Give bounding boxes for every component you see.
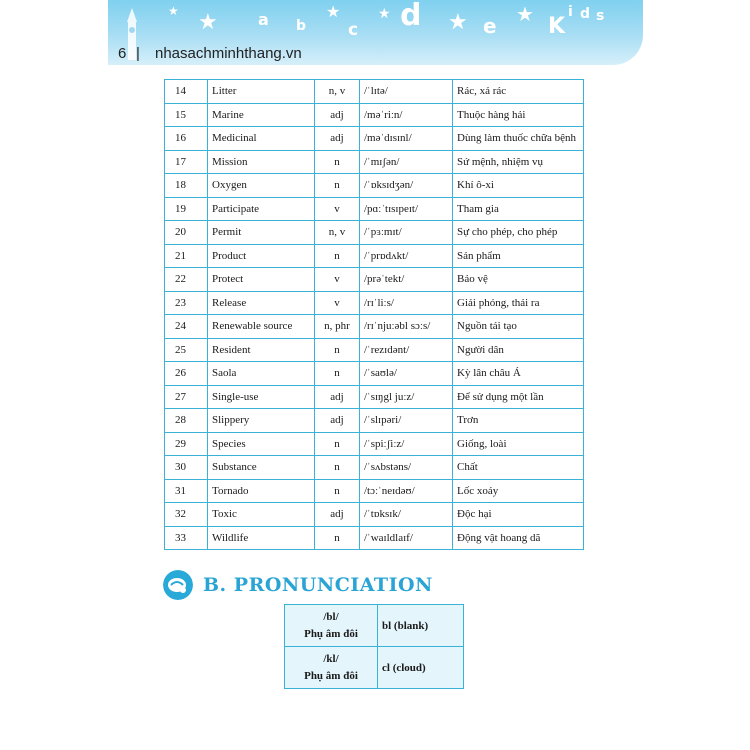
vocab-ipa: /rɪˈnjuːəbl sɔːs/ xyxy=(360,315,453,339)
vocab-num: 22 xyxy=(165,268,208,292)
vocab-word: Mission xyxy=(208,150,315,174)
star-icon: ★ xyxy=(448,10,468,35)
table-row xyxy=(165,221,584,245)
vocab-pos: n, phr xyxy=(315,315,360,339)
vocab-pos: n xyxy=(315,338,360,362)
vocabulary-table xyxy=(164,79,584,550)
deco-letter: b xyxy=(296,18,307,34)
pron-example: cl (cloud) xyxy=(378,647,464,689)
deco-letter: c xyxy=(348,20,359,40)
vocab-meaning: Sản phẩm xyxy=(453,244,584,268)
vocab-ipa: /pɑːˈtɪsɪpeɪt/ xyxy=(360,197,453,221)
vocab-ipa: /ˈlɪtə/ xyxy=(360,80,453,104)
deco-letter: K xyxy=(548,14,566,39)
pron-symbol: /kl/ xyxy=(323,652,339,665)
table-row xyxy=(165,150,584,174)
vocab-num: 24 xyxy=(165,315,208,339)
pron-example: bl (blank) xyxy=(378,605,464,647)
table-row xyxy=(165,268,584,292)
vocab-pos: n xyxy=(315,174,360,198)
table-row xyxy=(165,338,584,362)
table-row xyxy=(165,315,584,339)
vocab-pos: v xyxy=(315,197,360,221)
table-row xyxy=(165,479,584,503)
vocab-pos: n xyxy=(315,456,360,480)
star-icon: ★ xyxy=(516,2,534,26)
pron-symbol-cell xyxy=(285,605,378,647)
header-separator: | xyxy=(136,45,140,62)
vocab-ipa: /ˈɒksɪdʒən/ xyxy=(360,174,453,198)
vocab-num: 20 xyxy=(165,221,208,245)
vocab-word: Toxic xyxy=(208,503,315,527)
vocab-ipa: /ˈsʌbstəns/ xyxy=(360,456,453,480)
table-row xyxy=(165,526,584,550)
vocab-meaning: Động vật hoang dã xyxy=(453,526,584,550)
vocab-num: 30 xyxy=(165,456,208,480)
table-row xyxy=(165,385,584,409)
vocab-word: Marine xyxy=(208,103,315,127)
vocab-meaning: Trơn xyxy=(453,409,584,433)
table-row xyxy=(165,409,584,433)
vocab-num: 19 xyxy=(165,197,208,221)
vocab-word: Protect xyxy=(208,268,315,292)
vocab-meaning: Thuộc hàng hải xyxy=(453,103,584,127)
table-row xyxy=(285,647,464,689)
vocab-pos: v xyxy=(315,268,360,292)
vocab-meaning: Dùng làm thuốc chữa bệnh xyxy=(453,127,584,151)
vocab-meaning: Giải phóng, thải ra xyxy=(453,291,584,315)
vocab-meaning: Sứ mệnh, nhiệm vụ xyxy=(453,150,584,174)
vocab-ipa: /məˈriːn/ xyxy=(360,103,453,127)
vocab-ipa: /ˈmɪʃən/ xyxy=(360,150,453,174)
star-icon: ★ xyxy=(198,10,218,35)
table-row xyxy=(165,174,584,198)
deco-letter: s xyxy=(596,8,605,24)
star-icon: ★ xyxy=(378,6,391,22)
vocab-word: Participate xyxy=(208,197,315,221)
vocab-word: Tornado xyxy=(208,479,315,503)
vocab-word: Saola xyxy=(208,362,315,386)
vocab-pos: n xyxy=(315,432,360,456)
vocab-meaning: Người dân xyxy=(453,338,584,362)
vocab-pos: n xyxy=(315,362,360,386)
vocab-word: Resident xyxy=(208,338,315,362)
vocab-meaning: Độc hại xyxy=(453,503,584,527)
vocab-meaning: Bảo vệ xyxy=(453,268,584,292)
vocab-meaning: Kỳ lân châu Á xyxy=(453,362,584,386)
vocab-meaning: Giống, loài xyxy=(453,432,584,456)
vocab-meaning: Nguồn tái tạo xyxy=(453,315,584,339)
vocab-num: 23 xyxy=(165,291,208,315)
vocab-pos: n, v xyxy=(315,221,360,245)
vocab-meaning: Khí ô-xi xyxy=(453,174,584,198)
vocab-meaning: Sự cho phép, cho phép xyxy=(453,221,584,245)
vocab-word: Wildlife xyxy=(208,526,315,550)
vocab-meaning: Để sử dụng một lần xyxy=(453,385,584,409)
vocab-word: Substance xyxy=(208,456,315,480)
vocab-ipa: /ˈsaʊlə/ xyxy=(360,362,453,386)
table-row xyxy=(165,244,584,268)
vocab-word: Litter xyxy=(208,80,315,104)
vocab-ipa: /ˈpɜːmɪt/ xyxy=(360,221,453,245)
vocab-pos: n xyxy=(315,479,360,503)
vocab-pos: n xyxy=(315,150,360,174)
table-row xyxy=(285,605,464,647)
vocab-word: Product xyxy=(208,244,315,268)
vocab-ipa: /ˈspiːʃiːz/ xyxy=(360,432,453,456)
vocab-word: Permit xyxy=(208,221,315,245)
table-row xyxy=(165,127,584,151)
section-title: B. PRONUNCIATION xyxy=(203,574,433,596)
deco-letter: d xyxy=(580,6,591,22)
table-row xyxy=(165,197,584,221)
table-row xyxy=(165,362,584,386)
vocab-word: Release xyxy=(208,291,315,315)
vocab-num: 16 xyxy=(165,127,208,151)
pron-label: Phụ âm đôi xyxy=(304,627,358,640)
deco-letter: a xyxy=(258,10,269,29)
table-row xyxy=(165,432,584,456)
vocab-num: 32 xyxy=(165,503,208,527)
vocab-num: 15 xyxy=(165,103,208,127)
pronunciation-table xyxy=(284,604,464,689)
vocab-word: Medicinal xyxy=(208,127,315,151)
vocab-pos: n xyxy=(315,244,360,268)
vocab-ipa: /prəˈtekt/ xyxy=(360,268,453,292)
vocab-num: 31 xyxy=(165,479,208,503)
vocab-pos: adj xyxy=(315,409,360,433)
speaker-icon xyxy=(163,570,193,600)
table-row xyxy=(165,456,584,480)
vocab-pos: adj xyxy=(315,385,360,409)
vocab-num: 25 xyxy=(165,338,208,362)
vocab-pos: v xyxy=(315,291,360,315)
vocab-word: Oxygen xyxy=(208,174,315,198)
table-row xyxy=(165,291,584,315)
vocab-num: 17 xyxy=(165,150,208,174)
vocab-pos: adj xyxy=(315,127,360,151)
pron-symbol-cell xyxy=(285,647,378,689)
vocab-word: Slippery xyxy=(208,409,315,433)
vocab-num: 14 xyxy=(165,80,208,104)
vocab-ipa: /ˈtɒksɪk/ xyxy=(360,503,453,527)
vocab-ipa: /ˈsɪŋgl juːz/ xyxy=(360,385,453,409)
vocab-word: Single-use xyxy=(208,385,315,409)
vocab-ipa: /ˈrezɪdənt/ xyxy=(360,338,453,362)
page-number: 6 xyxy=(118,45,127,62)
vocab-ipa: /ˈwaɪldlaɪf/ xyxy=(360,526,453,550)
pron-label: Phụ âm đôi xyxy=(304,669,358,682)
vocab-meaning: Lốc xoáy xyxy=(453,479,584,503)
star-icon: ★ xyxy=(168,4,179,18)
vocab-meaning: Chất xyxy=(453,456,584,480)
decorative-letters xyxy=(108,0,643,40)
site-name: nhasachminhthang.vn xyxy=(155,45,302,62)
vocab-meaning: Rác, xả rác xyxy=(453,80,584,104)
vocab-word: Renewable source xyxy=(208,315,315,339)
vocab-num: 28 xyxy=(165,409,208,433)
vocab-num: 18 xyxy=(165,174,208,198)
vocab-ipa: /rɪˈliːs/ xyxy=(360,291,453,315)
vocab-ipa: /tɔːˈneɪdəʊ/ xyxy=(360,479,453,503)
vocab-num: 26 xyxy=(165,362,208,386)
vocab-ipa: /ˈprɒdʌkt/ xyxy=(360,244,453,268)
vocab-pos: adj xyxy=(315,103,360,127)
star-icon: ★ xyxy=(326,2,341,21)
table-row xyxy=(165,80,584,104)
deco-letter: i xyxy=(568,4,573,20)
deco-letter: d xyxy=(400,0,422,33)
table-row xyxy=(165,503,584,527)
vocab-pos: n, v xyxy=(315,80,360,104)
vocab-num: 21 xyxy=(165,244,208,268)
vocab-meaning: Tham gia xyxy=(453,197,584,221)
table-row xyxy=(165,103,584,127)
vocab-pos: n xyxy=(315,526,360,550)
deco-letter: e xyxy=(483,14,497,38)
vocab-word: Species xyxy=(208,432,315,456)
vocab-pos: adj xyxy=(315,503,360,527)
vocab-num: 27 xyxy=(165,385,208,409)
vocab-ipa: /məˈdɪsɪnl/ xyxy=(360,127,453,151)
pron-symbol: /bl/ xyxy=(323,610,339,623)
vocab-num: 29 xyxy=(165,432,208,456)
vocab-num: 33 xyxy=(165,526,208,550)
vocab-ipa: /ˈslɪpəri/ xyxy=(360,409,453,433)
